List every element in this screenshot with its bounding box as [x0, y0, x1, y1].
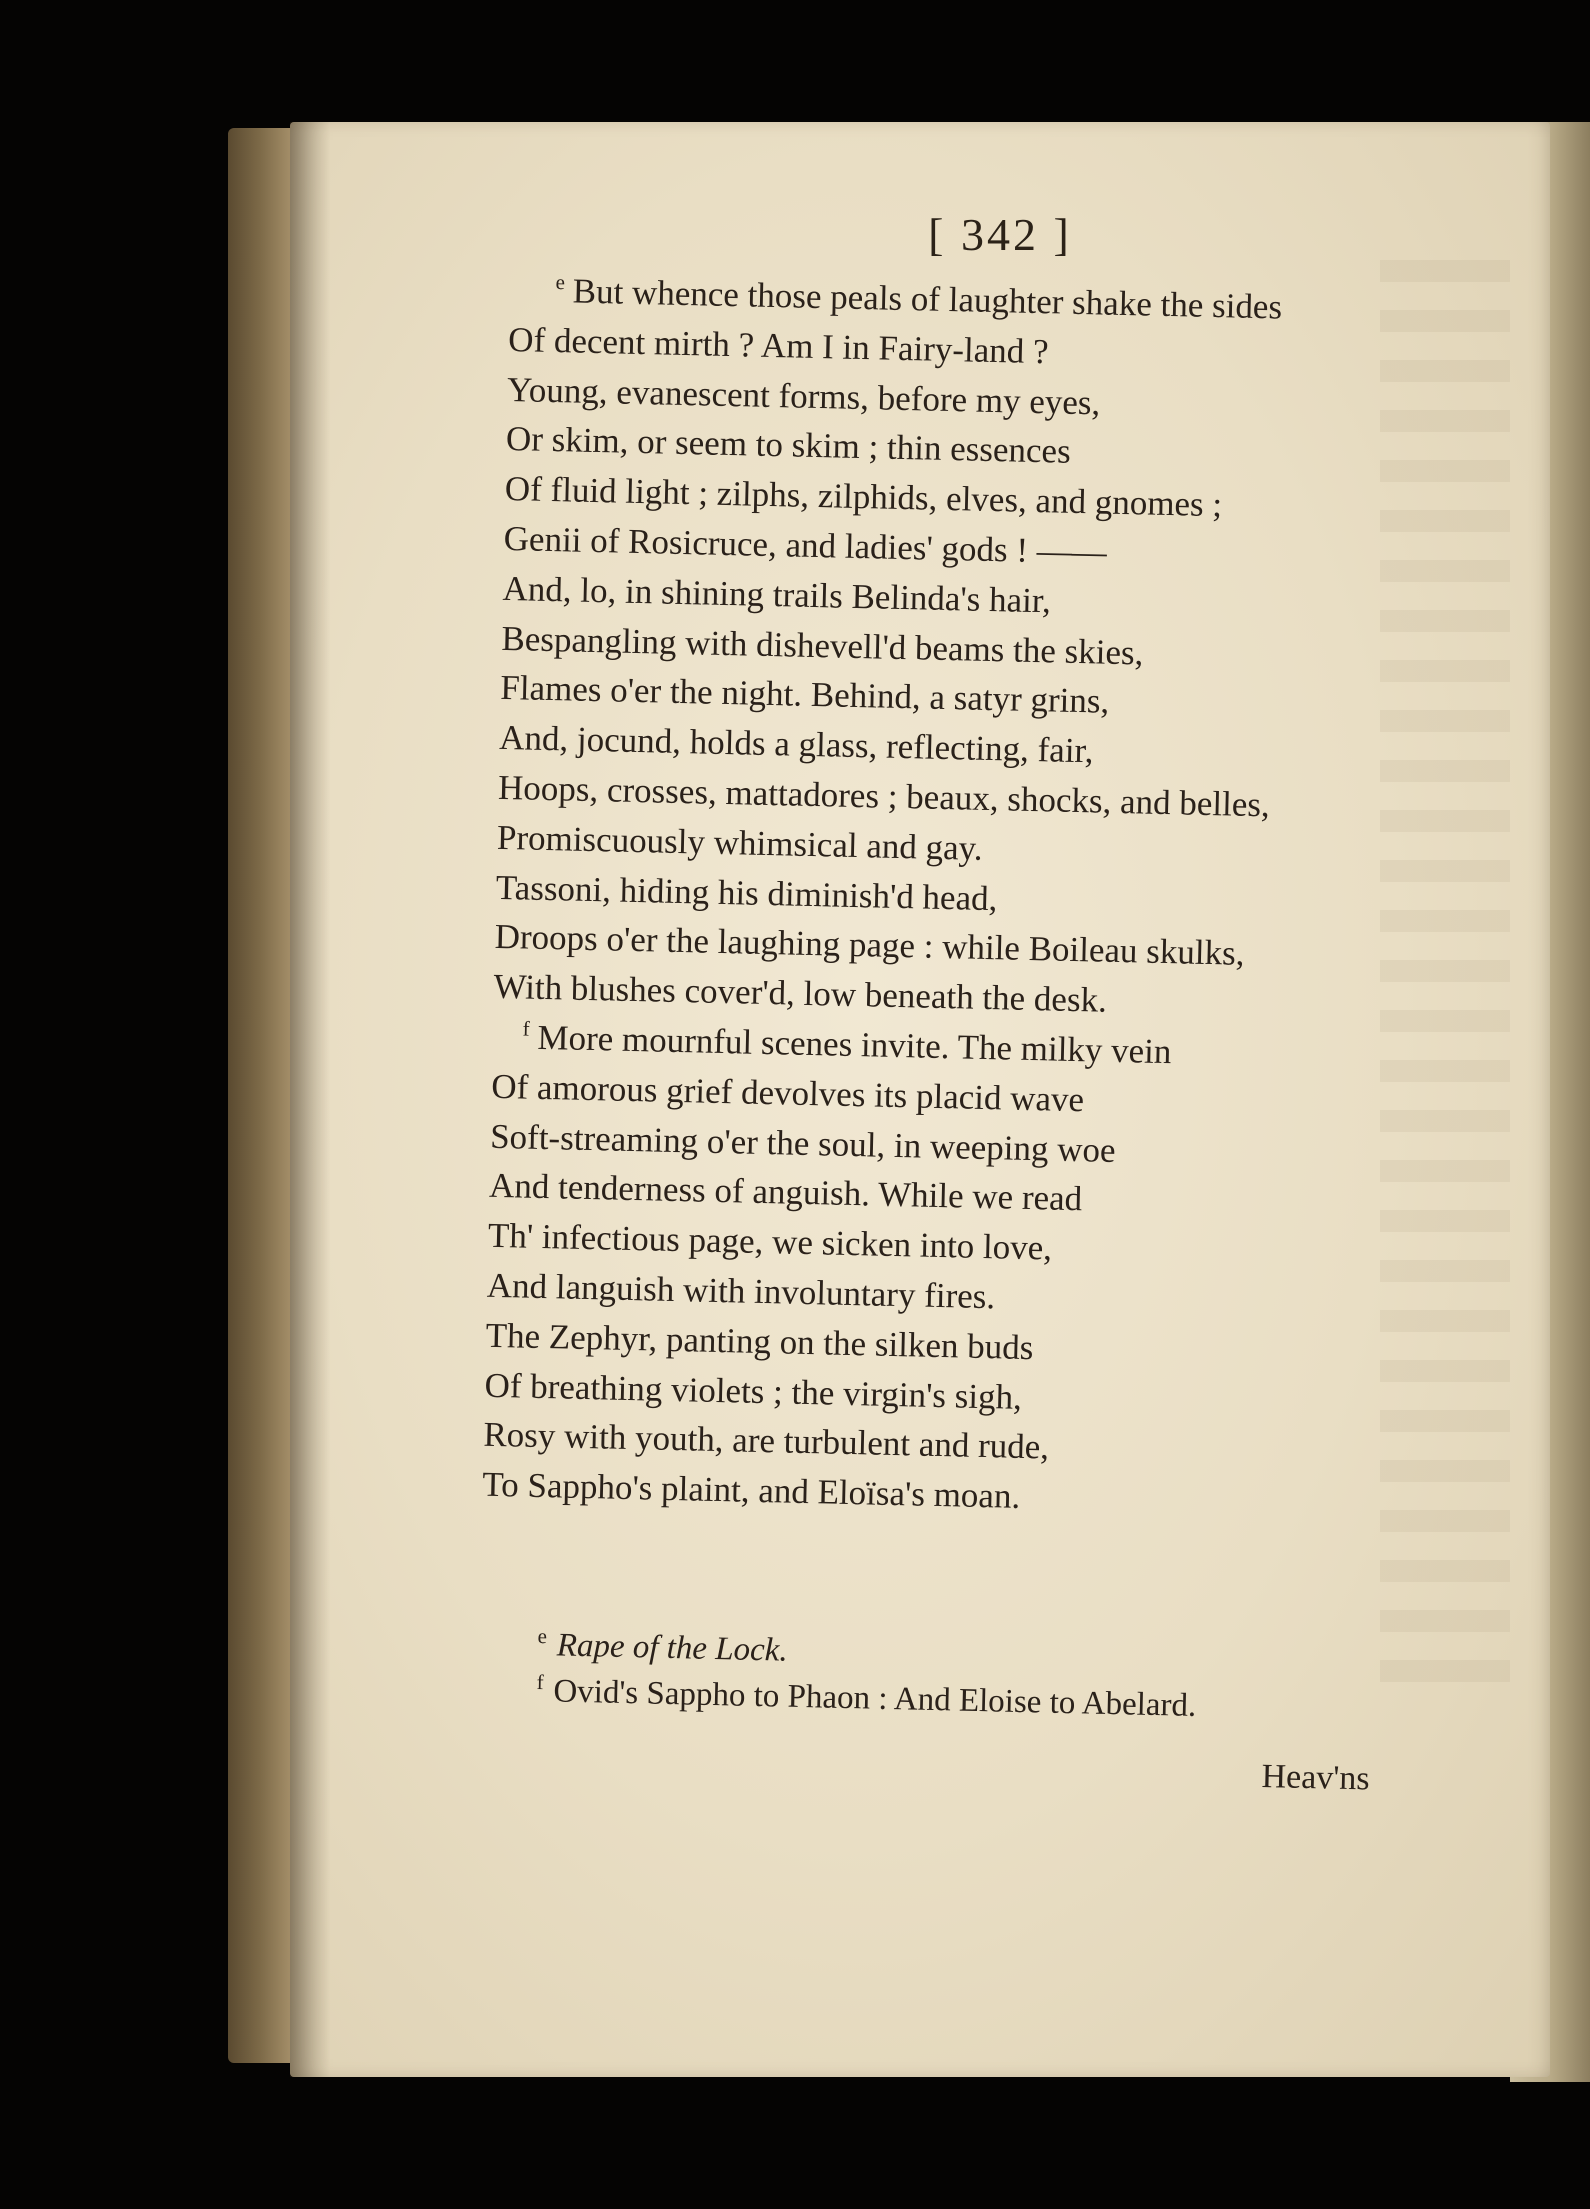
poem-line: Promiscuously whimsical and gay.: [496, 817, 984, 868]
poem-line: Bespangling with dishevell'd beams the skies,: [501, 618, 1144, 673]
page-number: [ 342 ]: [928, 209, 1072, 260]
poem-line: Young, evanescent forms, before my eyes,: [506, 369, 1101, 423]
poem-line: Of breathing violets ; the virgin's sigh,: [484, 1365, 1023, 1417]
poem-line: Of amorous grief devolves its placid wave: [490, 1066, 1085, 1119]
poem-line: Hoops, crosses, mattadores ; beaux, shocks, and belles,: [497, 767, 1271, 825]
poem-line: And tenderness of anguish. While we read: [488, 1166, 1083, 1219]
footnote-marker-e: e: [555, 270, 566, 295]
poem-line: $^e$ But whence those peals of laughter shake the sides: [555, 270, 1283, 327]
poem-line: Droops o'er the laughing page : while Boileau skulks,: [494, 917, 1245, 974]
poem-line: To Sappho's plaint, and Eloïsa's moan.: [481, 1464, 1021, 1517]
poem-line: With blushes cover'd, low beneath the desk.: [493, 966, 1108, 1020]
poem-line: Genii of Rosicruce, and ladies' gods ! ——: [503, 518, 1108, 572]
footnote-f: $^f$ Ovid's Sappho to Phaon : And Eloise to Abelard.: [536, 1669, 1197, 1724]
page-gutter-shadow: [290, 122, 330, 2077]
poem-line: Or skim, or seem to skim ; thin essences: [505, 419, 1072, 472]
poem-line: Soft-streaming o'er the soul, in weeping woe: [489, 1116, 1117, 1170]
poem-line: Tassoni, hiding his diminish'd head,: [495, 867, 998, 918]
poem-line: And languish with involuntary fires.: [486, 1265, 996, 1317]
poem-line: Rosy with youth, are turbulent and rude,: [483, 1415, 1050, 1467]
poem-line: $^f$ More mournful scenes invite. The milky vein: [522, 1016, 1172, 1072]
poem-line: And, jocund, holds a glass, reflecting, fair,: [498, 718, 1094, 771]
poem-line: The Zephyr, panting on the silken buds: [485, 1315, 1034, 1367]
poem-line: Of decent mirth ? Am I in Fairy-land ?: [507, 319, 1050, 372]
footnote-e: $^e$ Rape of the Lock.: [537, 1623, 789, 1669]
poem-text: [482, 265, 1440, 1531]
poem-line: Flames o'er the night. Behind, a satyr grins,: [499, 668, 1110, 722]
catchword: Heav'ns: [1261, 1758, 1371, 1798]
poem-line: And, lo, in shining trails Belinda's hair,: [502, 568, 1052, 621]
poem-line: Th' infectious page, we sicken into love,: [487, 1215, 1053, 1268]
poem-line: Of fluid light ; zilphs, zilphids, elves, and gnomes ;: [504, 469, 1223, 525]
footnote-marker-f: f: [522, 1016, 530, 1041]
